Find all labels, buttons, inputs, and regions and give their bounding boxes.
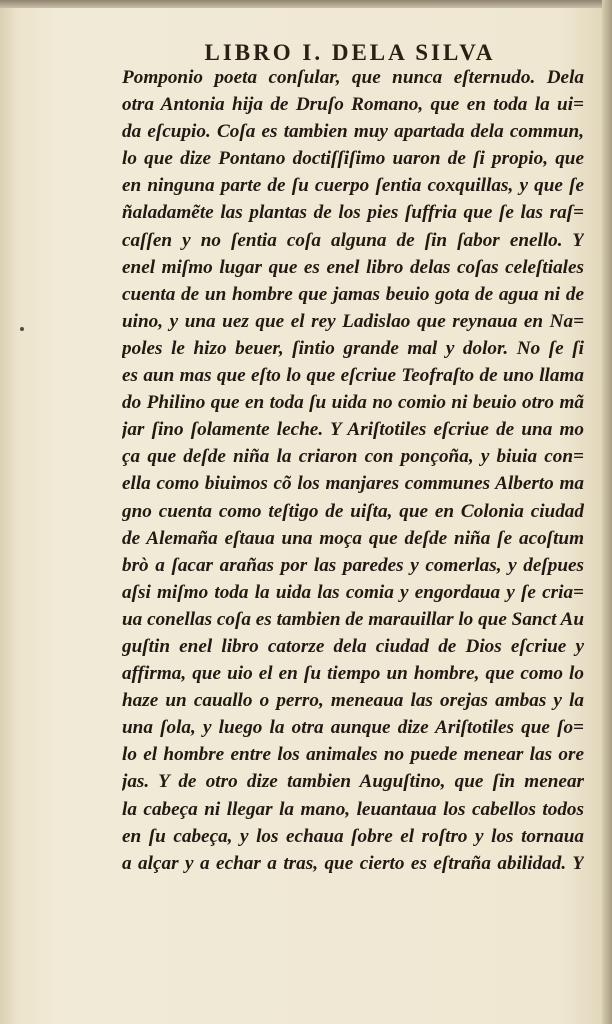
text-line: da eſcupio. Coſa es tambien muy apartada dela commun, (122, 121, 584, 143)
ink-spot (20, 327, 24, 331)
text-line: ella como biuimos cõ los manjares communes Alberto ma (122, 473, 584, 495)
text-line: aſsi miſmo toda la uida las comia y engordaua y ſe cria= (122, 581, 584, 603)
text-line: ñaladamẽte las plantas de los pies ſuffria que ſe las raſ= (122, 202, 584, 224)
text-line: lo el hombre entre los animales no puede menear las ore (122, 744, 584, 766)
page-top-shadow (0, 0, 612, 8)
text-line: lo que dize Pontano doctiſſiſimo uaron de ſi propio, que (122, 148, 584, 170)
text-line: ça que deſde niña la criaron con ponçoña, y biuia con= (122, 446, 584, 468)
text-line: a alçar y a echar a tras, que cierto es eſtraña abilidad. Y (122, 852, 584, 874)
body-text (122, 64, 584, 877)
text-line: otra Antonia hija de Druſo Romano, que en toda la ui= (122, 94, 584, 116)
text-line: cuenta de un hombre que jamas beuio gota de agua ni de (122, 283, 584, 305)
text-line: la cabeça ni llegar la mano, leuantaua los cabellos todos (122, 798, 584, 820)
text-line: ua conellas coſa es tambien de marauillar lo que Sanct Au (122, 608, 584, 630)
text-line: brò a ſacar arañas por las paredes y comerlas, y deſpues (122, 554, 584, 576)
text-line: caſſen y no ſentia coſa alguna de ſin ſabor enello. Y (122, 229, 584, 251)
text-line: do Philino que en toda ſu uida no comio ni beuio otro mã (122, 392, 584, 414)
text-line: enel miſmo lugar que es enel libro delas coſas celeſtiales (122, 256, 584, 278)
text-line: haze un cauallo o perro, meneaua las orejas ambas y la (122, 690, 584, 712)
text-line: gno cuenta como teſtigo de uiſta, que en Colonia ciudad (122, 500, 584, 522)
text-line: guſtin enel libro catorze dela ciudad de Dios eſcriue y (122, 635, 584, 657)
text-line: en ſu cabeça, y los echaua ſobre el roſtro y los tornaua (122, 825, 584, 847)
text-line: jar ſino ſolamente leche. Y Ariſtotiles eſcriue de una mo (122, 419, 584, 441)
text-line: jas. Y de otro dize tambien Auguſtino, que ſin menear (122, 771, 584, 793)
text-line: Pomponio poeta conſular, que nunca eſternudo. Dela (122, 67, 584, 88)
text-line: en ninguna parte de ſu cuerpo ſentia coxquillas, y que ſe (122, 175, 584, 197)
running-head: LIBRO I. DELA SILVA (204, 40, 496, 65)
text-line: de Alemaña eſtaua una moça que deſde niña ſe acoſtum (122, 527, 584, 549)
text-line: poles le hizo beuer, ſintio grande mal y dolor. No ſe ſi (122, 337, 584, 359)
text-line: es aun mas que eſto lo que eſcriue Teofraſto de uno llama (122, 365, 584, 387)
text-line: uino, y una uez que el rey Ladislao que reynaua en Na= (122, 310, 584, 332)
page-gutter-edge (602, 0, 612, 1024)
text-line: una ſola, y luego la otra aunque dize Ariſtotiles que ſo= (122, 717, 584, 739)
text-line: affirma, que uio el en ſu tiempo un hombre, que como lo (122, 663, 584, 685)
